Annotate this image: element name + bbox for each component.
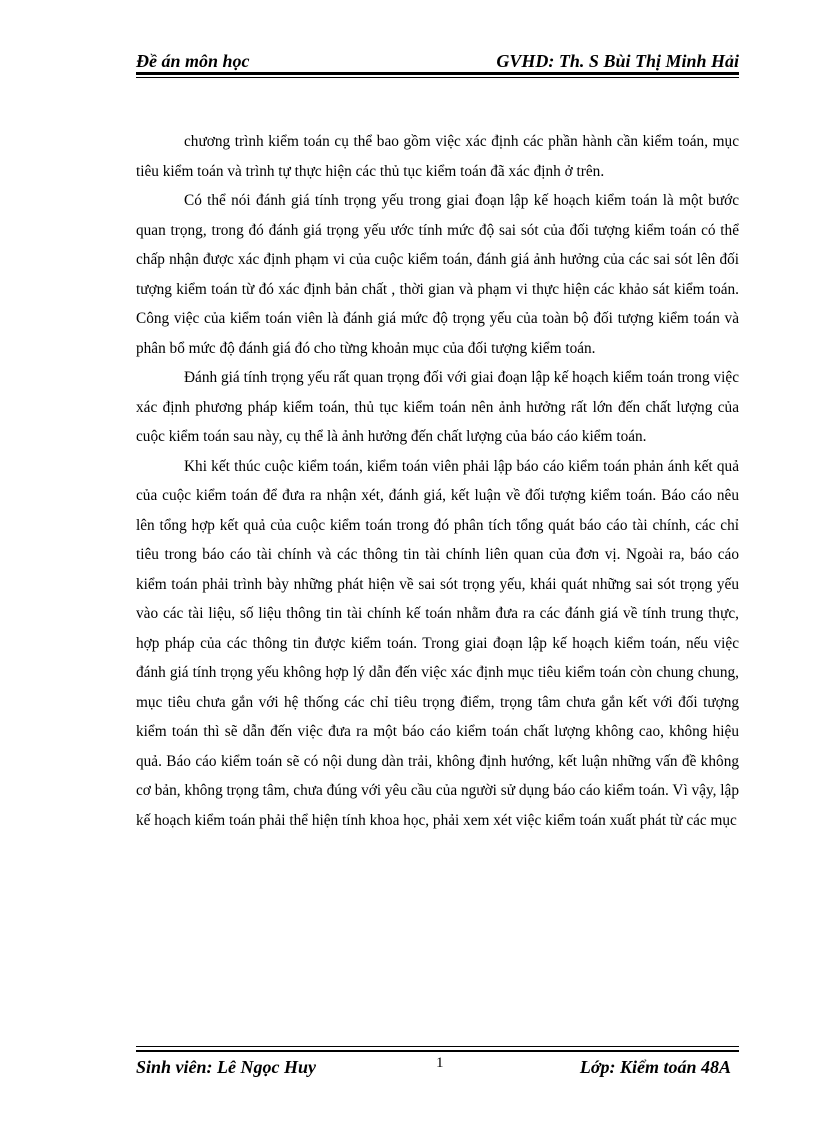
paragraph-3: Đánh giá tính trọng yếu rất quan trọng đối với giai đoạn lập kế hoạch kiểm toán trong việc xác định phương pháp kiểm toán, thủ tục kiểm toán nên ảnh hưởng rất lớn đến chất lượng của cuộc kiểm toán sau này, cụ thể là ảnh hưởng đến chất lượng của báo cáo kiểm toán.: [136, 369, 739, 445]
supervisor-name: GVHD: Th. S Bùi Thị Minh Hải: [496, 51, 739, 71]
page-number: 1: [436, 1055, 444, 1071]
paragraph-4: Khi kết thúc cuộc kiểm toán, kiểm toán viên phải lập báo cáo kiểm toán phản ánh kết quả của cuộc kiểm toán để đưa ra nhận xét, đánh giá, kết luận về đối tượng kiểm toán. Báo cáo nêu lên tổng hợp kết quả của cuộc kiểm toán trong đó phân tích tổng quát báo cáo tài chính, các chỉ tiêu trong báo cáo tài chính và các thông tin tài chính liên quan của đơn vị. Ngoài ra, báo cáo kiểm toán phải trình bày những phát hiện về sai sót trọng yếu, khái quát những sai sót trọng yếu vào các tài liệu, số liệu thông tin tài chính kế toán nhằm đưa ra các đánh giá về tính trung thực, hợp pháp của các thông tin được kiểm toán. Trong giai đoạn lập kế hoạch kiểm toán, nếu việc đánh giá tính trọng yếu không hợp lý dẫn đến việc xác định mục tiêu kiểm toán còn chung chung, mục tiêu chưa gắn với hệ thống các chỉ tiêu trọng điểm, trọng tâm chưa gắn kết với đối tượng kiểm toán thì sẽ dẫn đến việc đưa ra một báo cáo kiểm toán chất lượng không cao, không hiệu quả. Báo cáo kiểm toán sẽ có nội dung dàn trải, không định hướng, kết luận những vấn đề không cơ bản, không trọng tâm, chưa đúng với yêu cầu của người sử dụng báo cáo kiểm toán. Vì vậy, lập kế hoạch kiểm toán phải thể hiện tính khoa học, phải xem xét việc kiểm toán xuất phát từ các mục: [136, 457, 739, 829]
course-title: Đề án môn học: [136, 51, 250, 71]
page-footer: [136, 1054, 739, 1078]
paragraph-1: chương trình kiểm toán cụ thể bao gồm việc xác định các phần hành cần kiểm toán, mục tiêu kiểm toán và trình tự thực hiện các thủ tục kiểm toán đã xác định ở trên.: [136, 133, 739, 180]
footer-rule-thick: [136, 1050, 739, 1052]
header-rule-thick: [136, 72, 739, 75]
class-name: Lớp: Kiểm toán 48A: [579, 1057, 731, 1077]
page-header: [136, 50, 739, 72]
paragraph-2: Có thể nói đánh giá tính trọng yếu trong giai đoạn lập kế hoạch kiểm toán là một bước quan trọng, trong đó đánh giá trọng yếu ước tính mức độ sai sót của đối tượng kiểm toán có thể chấp nhận được xác định phạm vi của cuộc kiểm toán, đánh giá ảnh hưởng của các sai sót lên đối tượng kiểm toán từ đó xác định bản chất , thời gian và phạm vi thực hiện các khảo sát kiểm toán. Công việc của kiểm toán viên là đánh giá mức độ trọng yếu của toàn bộ đối tượng kiểm toán và phân bổ mức độ đánh giá đó cho từng khoản mục của đối tượng kiểm toán.: [136, 192, 739, 357]
footer-rule-thin: [136, 1046, 739, 1047]
header-rule-thin: [136, 77, 739, 78]
student-name: Sinh viên: Lê Ngọc Huy: [136, 1057, 316, 1077]
document-body: [136, 127, 739, 835]
